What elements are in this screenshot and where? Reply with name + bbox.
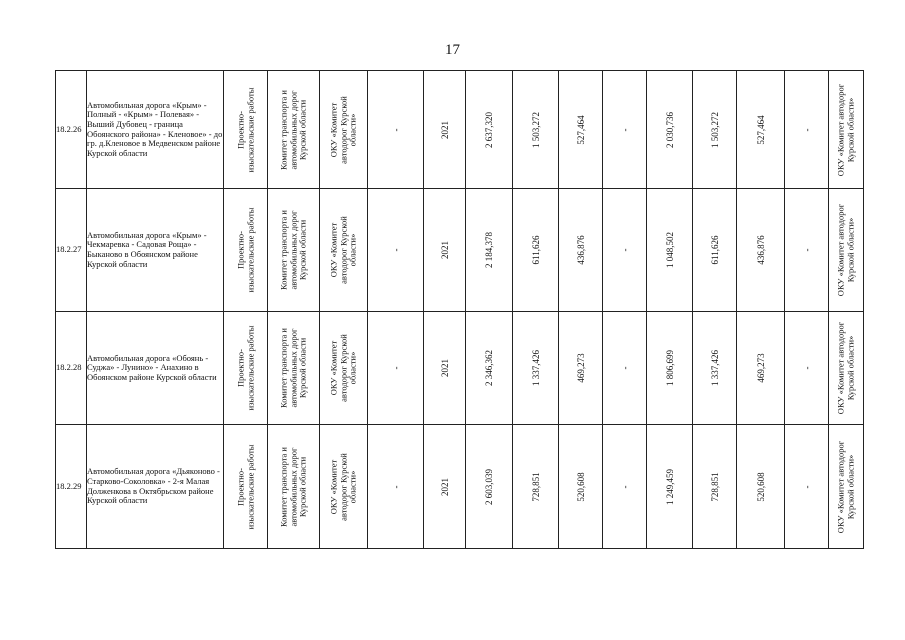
customer-cell [268,71,320,189]
dash-2: - [619,128,630,131]
responsible-cell [829,425,864,549]
work-type: Проектно-изыскательские работы [234,444,255,529]
dash-2: - [619,248,630,252]
dash-cell-3 [785,189,829,312]
value-cell-3 [647,189,693,312]
value-4: 1 337,426 [709,350,720,386]
value-5: 436,876 [755,235,766,265]
value-cell-5 [737,425,785,549]
dash-2: - [619,485,630,488]
value-1: 728,851 [530,471,541,502]
responsible: ОКУ «Комитет автодорог Курской области» [835,83,855,176]
value-cell-5 [737,189,785,312]
dash-3: - [801,366,812,370]
responsible: ОКУ «Комитет автодорог Курской области» [835,440,855,533]
customer: Комитет транспорта и автомобильных дорог Курской области [278,210,308,290]
work-type-cell [224,425,268,549]
dash-3: - [801,485,812,488]
executor: ОКУ «Комитет автодорог Курской области» [328,95,358,164]
value-2: 527,464 [575,114,586,145]
dash-3: - [801,248,812,252]
customer-cell [268,189,320,312]
value-2: 436,876 [575,235,586,265]
value-cell-4 [693,189,737,312]
value-3: 1 249,459 [664,468,675,505]
value-cell-5 [737,71,785,189]
value-cell-2 [559,425,603,549]
total-value: 2 184,378 [483,232,494,268]
customer-cell [268,312,320,425]
dash-cell-1 [368,312,424,425]
dash-cell-3 [785,312,829,425]
value-cell-4 [693,312,737,425]
value-1: 611,626 [530,235,541,265]
responsible: ОКУ «Комитет автодорог Курской области» [835,321,855,415]
year: 2021 [439,120,450,139]
table-row [56,425,864,549]
total-cell [466,71,513,189]
row-number: 18.2.26 [56,71,87,189]
value-cell-4 [693,425,737,549]
year: 2021 [439,477,450,496]
road-name: Автомобильная дорога «Крым» - Полный - «Крым» - Полевая» - Выший Дубовец - граница Обоянского района» - Кленовое» - до гр. д.Кленовое в Медвенском районе Курской области [87,71,224,189]
dash-cell-1 [368,425,424,549]
row-number: 18.2.29 [56,425,87,549]
value-cell-1 [513,189,559,312]
dash-cell-2 [603,312,647,425]
responsible-cell [829,71,864,189]
page-number: 17 [445,42,460,58]
year-cell [424,312,466,425]
total-cell [466,312,513,425]
dash-cell-2 [603,71,647,189]
dash-1: - [390,485,401,488]
value-cell-5 [737,312,785,425]
value-cell-1 [513,71,559,189]
dash-cell-3 [785,71,829,189]
executor: ОКУ «Комитет автодорог Курской области» [328,452,358,521]
executor: ОКУ «Комитет автодорог Курской области» [328,334,358,402]
customer: Комитет транспорта и автомобильных дорог Курской области [278,446,308,527]
executor-cell [320,71,368,189]
value-4: 1 503,272 [709,111,720,148]
work-type-cell [224,312,268,425]
work-type: Проектно-изыскательские работы [234,207,255,293]
value-cell-1 [513,312,559,425]
work-type-cell [224,189,268,312]
row-number: 18.2.27 [56,189,87,312]
value-3: 2 030,736 [664,111,675,148]
customer: Комитет транспорта и автомобильных дорог Курской области [278,89,308,170]
value-cell-3 [647,312,693,425]
value-4: 728,851 [709,471,720,502]
executor-cell [320,425,368,549]
work-type: Проектно-изыскательские работы [234,87,255,172]
value-cell-2 [559,189,603,312]
value-1: 1 337,426 [530,350,541,386]
executor: ОКУ «Комитет автодорог Курской области» [328,216,358,284]
year-cell [424,71,466,189]
dash-2: - [619,366,630,370]
responsible: ОКУ «Комитет автодорог Курской области» [835,203,855,297]
value-cell-2 [559,312,603,425]
value-cell-3 [647,425,693,549]
value-cell-3 [647,71,693,189]
value-4: 611,626 [709,235,720,265]
total-cell [466,425,513,549]
table-row [56,312,864,425]
dash-1: - [390,128,401,131]
road-name: Автомобильная дорога «Крым» - Чекмаревка - Садовая Роща» - Быканово в Обоянском районе Курской области [87,189,224,312]
value-1: 1 503,272 [530,111,541,148]
program-table [55,70,864,549]
value-5: 520,608 [755,471,766,502]
responsible-cell [829,189,864,312]
total-value: 2 637,320 [483,111,494,148]
value-cell-4 [693,71,737,189]
value-5: 527,464 [755,114,766,145]
value-3: 1 806,699 [664,350,675,386]
dash-cell-3 [785,425,829,549]
dash-cell-2 [603,189,647,312]
dash-cell-1 [368,71,424,189]
year: 2021 [439,241,450,259]
table-row [56,71,864,189]
customer-cell [268,425,320,549]
value-3: 1 048,502 [664,232,675,268]
value-cell-2 [559,71,603,189]
executor-cell [320,189,368,312]
value-2: 469,273 [575,353,586,383]
value-2: 520,608 [575,471,586,502]
value-5: 469,273 [755,353,766,383]
road-name: Автомобильная дорога «Обоянь - Суджа» - Лунино» - Анахино в Обоянском районе Курской области [87,312,224,425]
total-cell [466,189,513,312]
dash-cell-1 [368,189,424,312]
executor-cell [320,312,368,425]
dash-1: - [390,366,401,370]
dash-3: - [801,128,812,131]
year: 2021 [439,359,450,377]
year-cell [424,425,466,549]
dash-1: - [390,248,401,252]
table-row [56,189,864,312]
dash-cell-2 [603,425,647,549]
work-type: Проектно-изыскательские работы [234,325,255,411]
row-number: 18.2.28 [56,312,87,425]
value-cell-1 [513,425,559,549]
customer: Комитет транспорта и автомобильных дорог Курской области [278,328,308,408]
responsible-cell [829,312,864,425]
total-value: 2 603,039 [483,468,494,505]
year-cell [424,189,466,312]
work-type-cell [224,71,268,189]
total-value: 2 346,362 [483,350,494,386]
road-name: Автомобильная дорога «Дьяконово - Старково-Соколовка» - 2-я Малая Долженкова в Октябрьском районе Курской области [87,425,224,549]
